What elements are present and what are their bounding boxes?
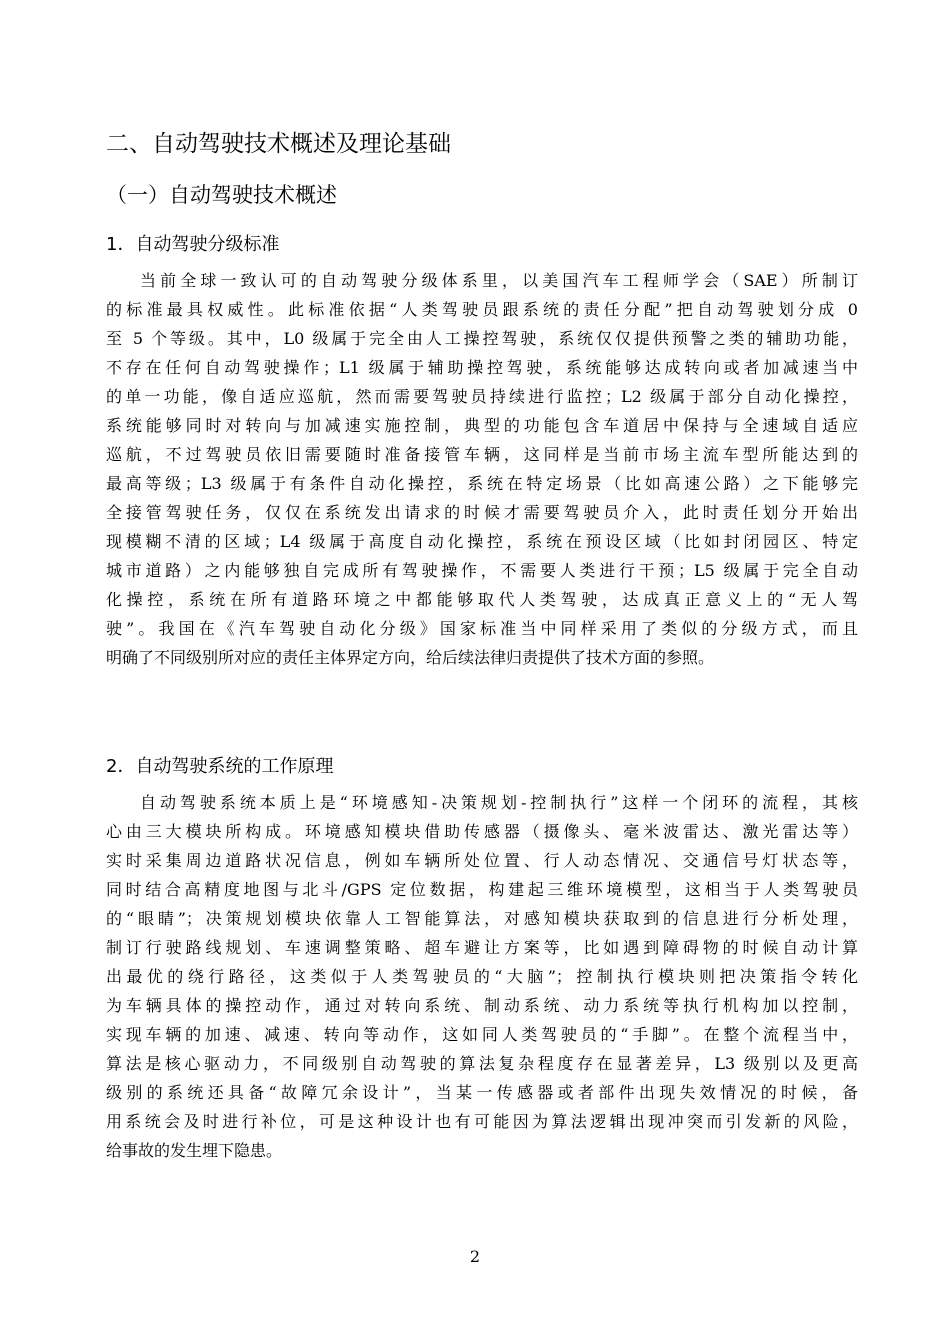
- paragraph-line: 全接管驾驶任务，仅仅在系统发出请求的时候才需要驾驶员介入，此时责任划分开始出: [106, 503, 858, 522]
- page-number: 2: [469, 1247, 481, 1266]
- paragraph-working-principle: [106, 788, 858, 1165]
- paragraph-line: 城市道路）之内能够独自完成所有驾驶操作，不需要人类进行干预；L5 级属于完全自动: [106, 561, 858, 580]
- subsection-heading-working-principle: 2．自动驾驶系统的工作原理: [106, 756, 334, 777]
- paragraph-line: 驶”。我国在《汽车驾驶自动化分级》国家标准当中同样采用了类似的分级方式，而且: [106, 619, 858, 638]
- chapter-heading: 二、自动驾驶技术概述及理论基础: [106, 131, 451, 157]
- paragraph-line: 现模糊不清的区域；L4 级属于高度自动化操控，系统在预设区域（比如封闭园区、特定: [106, 532, 858, 551]
- paragraph-line: 至 5 个等级。其中，L0 级属于完全由人工操控驾驶，系统仅仅提供预警之类的辅助功能，: [106, 329, 858, 348]
- section-heading: （一）自动驾驶技术概述: [106, 183, 337, 207]
- paragraph-line: 自动驾驶系统本质上是“环境感知-决策规划-控制执行”这样一个闭环的流程，其核: [140, 793, 858, 812]
- paragraph-line: 级别的系统还具备“故障冗余设计”，当某一传感器或者部件出现失效情况的时候，备: [106, 1083, 858, 1102]
- paragraph-line: 用系统会及时进行补位，可是这种设计也有可能因为算法逻辑出现冲突而引发新的风险，: [106, 1112, 858, 1131]
- paragraph-line: 的“眼睛”；决策规划模块依靠人工智能算法，对感知模块获取到的信息进行分析处理，: [106, 909, 858, 928]
- paragraph-grading-standard: [106, 266, 858, 672]
- paragraph-line: 化操控，系统在所有道路环境之中都能够取代人类驾驶，达成真正意义上的“无人驾: [106, 590, 858, 609]
- paragraph-line: 心由三大模块所构成。环境感知模块借助传感器（摄像头、毫米波雷达、激光雷达等）: [106, 822, 858, 841]
- paragraph-line: 实时采集周边道路状况信息，例如车辆所处位置、行人动态情况、交通信号灯状态等，: [106, 851, 858, 870]
- paragraph-line: 出最优的绕行路径，这类似于人类驾驶员的“大脑”；控制执行模块则把决策指令转化: [106, 967, 858, 986]
- paragraph-line: 制订行驶路线规划、车速调整策略、超车避让方案等，比如遇到障碍物的时候自动计算: [106, 938, 858, 957]
- paragraph-line: 系统能够同时对转向与加减速实施控制，典型的功能包含车道居中保持与全速域自适应: [106, 416, 858, 435]
- paragraph-line: 实现车辆的加速、减速、转向等动作，这如同人类驾驶员的“手脚”。在整个流程当中，: [106, 1025, 858, 1044]
- paragraph-line: 给事故的发生埋下隐患。: [106, 1141, 283, 1160]
- paragraph-line: 当前全球一致认可的自动驾驶分级体系里，以美国汽车工程师学会（SAE）所制订: [140, 271, 858, 290]
- paragraph-line: 算法是核心驱动力，不同级别自动驾驶的算法复杂程度存在显著差异，L3 级别以及更高: [106, 1054, 858, 1073]
- paragraph-line: 为车辆具体的操控动作，通过对转向系统、制动系统、动力系统等执行机构加以控制，: [106, 996, 858, 1015]
- paragraph-line: 最高等级；L3 级属于有条件自动化操控，系统在特定场景（比如高速公路）之下能够完: [106, 474, 858, 493]
- subsection-heading-grading-standard: 1．自动驾驶分级标准: [106, 234, 280, 255]
- paragraph-line: 巡航，不过驾驶员依旧需要随时准备接管车辆，这同样是当前市场主流车型所能达到的: [106, 445, 858, 464]
- paragraph-line: 的标准最具权威性。此标准依据“人类驾驶员跟系统的责任分配”把自动驾驶划分成 0: [106, 300, 858, 319]
- paragraph-line: 明确了不同级别所对应的责任主体界定方向，给后续法律归责提供了技术方面的参照。: [106, 648, 715, 667]
- paragraph-line: 同时结合高精度地图与北斗/GPS 定位数据，构建起三维环境模型，这相当于人类驾驶员: [106, 880, 858, 899]
- paragraph-line: 不存在任何自动驾驶操作；L1 级属于辅助操控驾驶，系统能够达成转向或者加减速当中: [106, 358, 858, 377]
- paragraph-line: 的单一功能，像自适应巡航，然而需要驾驶员持续进行监控；L2 级属于部分自动化操控，: [106, 387, 858, 406]
